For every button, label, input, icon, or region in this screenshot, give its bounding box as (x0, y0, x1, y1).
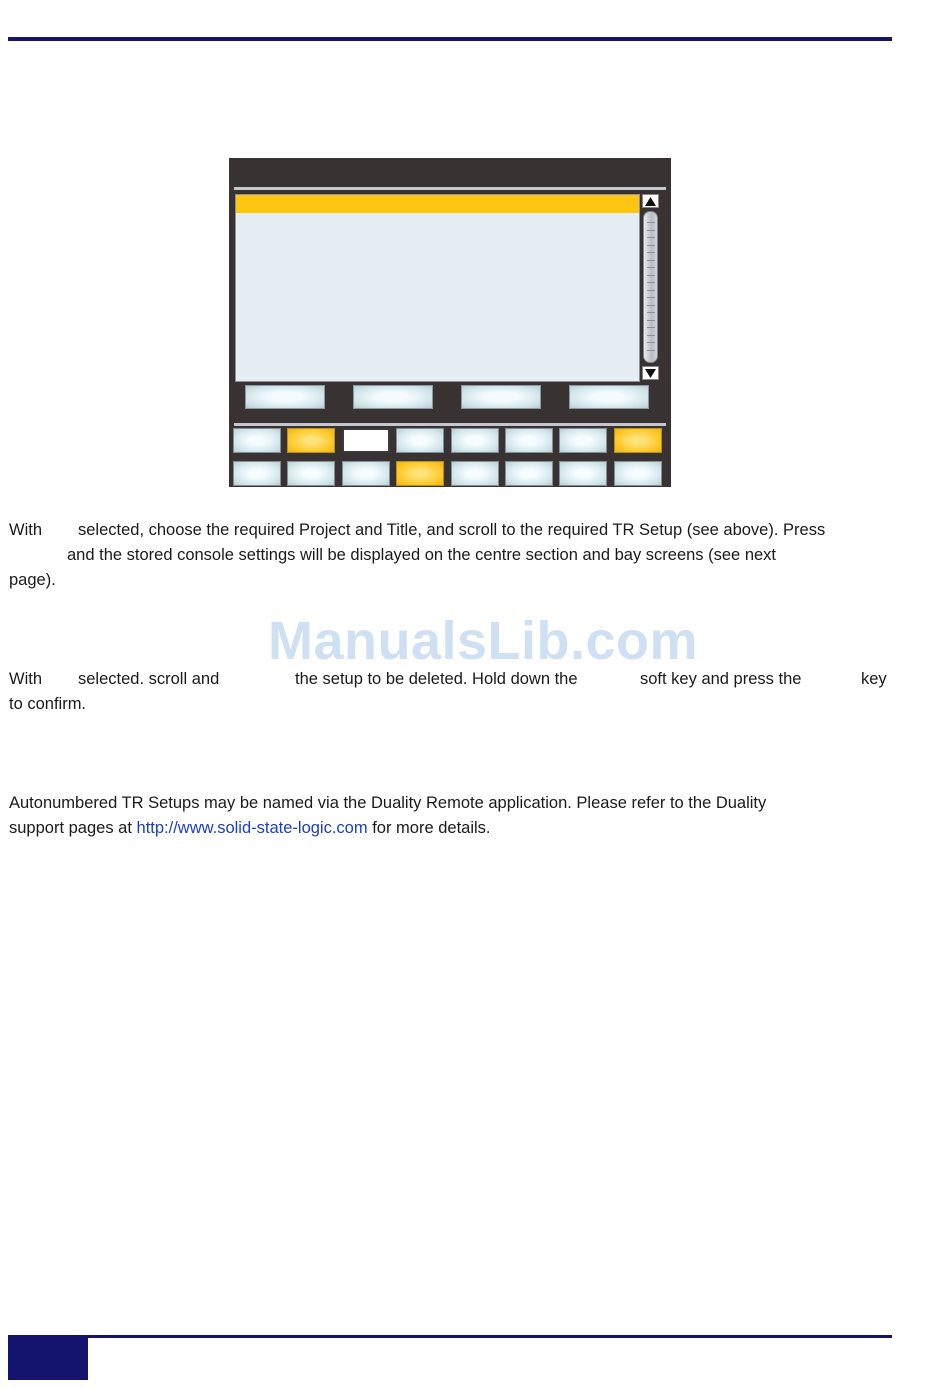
delete-text-part-4: soft key and press the (640, 670, 802, 688)
pad-row-2-key-4[interactable] (396, 461, 444, 486)
scrollbar-tick (647, 320, 655, 321)
screen-divider (234, 187, 666, 190)
delete-text-part-3: the setup to be deleted. Hold down the (295, 670, 578, 688)
pad-row-2-key-3[interactable] (342, 461, 390, 486)
pad-row-1-key-2[interactable] (287, 428, 335, 453)
pad-row-2-key-7[interactable] (559, 461, 607, 486)
load-text-with: With (9, 521, 42, 539)
pad-row-1-key-1[interactable] (233, 428, 281, 453)
scrollbar[interactable] (643, 211, 658, 363)
pad-row-2-key-1[interactable] (233, 461, 281, 486)
setup-list[interactable] (235, 194, 640, 382)
delete-text-part-2: selected. scroll and (78, 670, 220, 688)
scrollbar-tick (647, 237, 655, 238)
scrollbar-tick (647, 267, 655, 268)
scrollbar-tick (647, 260, 655, 261)
ssl-website-link[interactable]: http://www.solid-state-logic.com (136, 819, 368, 837)
naming-text-line-1: Autonumbered TR Setups may be named via the Duality Remote application. Please refer to the Duality (9, 794, 767, 812)
pad-row-1-key-4[interactable] (396, 428, 444, 453)
scrollbar-tick (647, 252, 655, 253)
watermark: ManualsLib.com (268, 611, 699, 671)
pad-row-1-key-8[interactable] (614, 428, 662, 453)
scrollbar-tick (647, 245, 655, 246)
pad-row-2-key-8[interactable] (614, 461, 662, 486)
softkey-2[interactable] (353, 385, 433, 409)
pad-row-2-key-2[interactable] (287, 461, 335, 486)
footer-rule (8, 1335, 892, 1338)
naming-text-suffix: for more details. (367, 819, 491, 837)
softkey-3[interactable] (461, 385, 541, 409)
pad-row-1-key-7[interactable] (559, 428, 607, 453)
load-text-line-3: page). (9, 571, 56, 589)
scrollbar-tick (647, 297, 655, 298)
scrollbar-tick (647, 350, 655, 351)
pad-divider (234, 423, 666, 426)
pad-row-1-key-6[interactable] (505, 428, 553, 453)
scrollbar-tick (647, 327, 655, 328)
scrollbar-tick (647, 342, 655, 343)
scrollbar-tick (647, 312, 655, 313)
pad-row-1-key-5[interactable] (451, 428, 499, 453)
screen-title-bar (229, 158, 671, 186)
scrollbar-tick (647, 335, 655, 336)
scroll-down-arrow-icon[interactable] (642, 366, 659, 380)
scroll-up-arrow-icon[interactable] (642, 194, 659, 208)
selected-list-row[interactable] (236, 195, 639, 213)
naming-text-line-2 (9, 816, 491, 841)
naming-text-prefix: support pages at (9, 819, 137, 837)
softkey-4[interactable] (569, 385, 649, 409)
load-text-line-1: selected, choose the required Project and Title, and scroll to the required TR Setup (see above). Press (78, 521, 826, 539)
load-text-line-2: and the stored console settings will be displayed on the centre section and bay screens (see next (67, 546, 777, 564)
page-number-tab (8, 1338, 88, 1380)
scrollbar-tick (647, 290, 655, 291)
softkey-1[interactable] (245, 385, 325, 409)
delete-text-part-5: key (861, 670, 887, 688)
delete-text-with: With (9, 670, 42, 688)
scrollbar-tick (647, 222, 655, 223)
delete-text-line-2: to confirm. (9, 695, 87, 713)
scrollbar-tick (647, 230, 655, 231)
pad-row-2-key-6[interactable] (505, 461, 553, 486)
scrollbar-tick (647, 305, 655, 306)
pad-row-2-key-5[interactable] (451, 461, 499, 486)
scrollbar-tick (647, 275, 655, 276)
pad-row-1-key-3[interactable] (342, 428, 390, 453)
scrollbar-tick (647, 282, 655, 283)
header-rule (8, 37, 892, 41)
tr-setup-screen (229, 158, 671, 487)
